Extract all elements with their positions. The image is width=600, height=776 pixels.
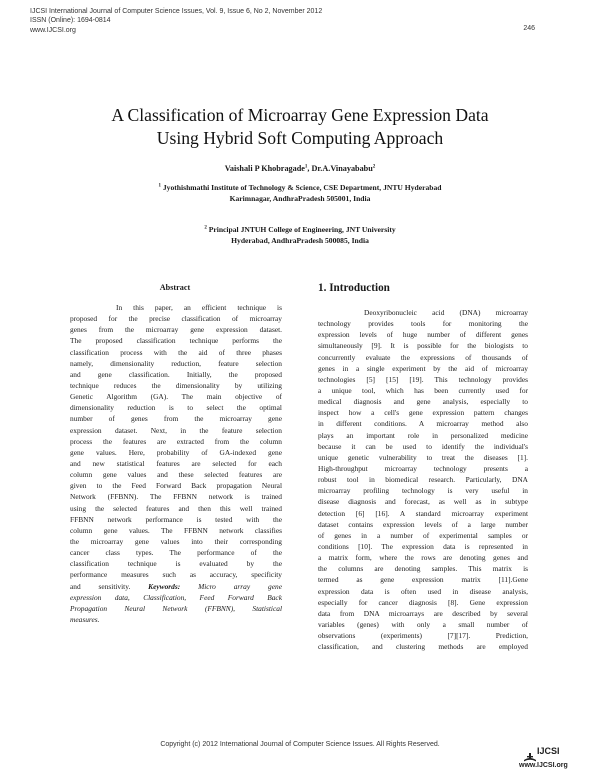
ijcsi-logo-text: IJCSI	[537, 746, 560, 756]
abstract-line: performance measures such as accuracy, specificity	[70, 570, 282, 580]
intro-line: a unique tool, which has been currently used for	[318, 385, 528, 395]
intro-line: of genes in a number of experimental samples or	[318, 530, 528, 540]
ijcsi-logo-url: www.IJCSI.org	[519, 762, 568, 769]
abstract-line: The proposed classification technique performs the	[70, 336, 282, 346]
introduction-heading: 1. Introduction	[318, 282, 390, 294]
affiliation-1-line1: Jyothishmathi Institute of Technology & Science, CSE Department, JNTU Hyderabad	[162, 183, 442, 192]
intro-line: conditions [10]. The expression data is represented in	[318, 541, 528, 551]
intro-line: technologies [5] [15] [19]. This technology provides	[318, 374, 528, 384]
intro-line: termed as gene expression matrix [11].Gene	[318, 575, 528, 585]
intro-line: disease diagnosis and forecast, as well as in subtype	[318, 497, 528, 507]
intro-line: a matrix form, where the rows are denoting genes and	[318, 553, 528, 563]
affiliation-1	[100, 183, 500, 204]
paper-title-line1: A Classification of Microarray Gene Expression Data	[111, 105, 489, 125]
abstract-line: the microarray gene values into their corresponding	[70, 536, 282, 546]
intro-line: robust tool in biomedical research. Particularly, DNA	[318, 475, 528, 485]
abstract-line: column gene values. The FFBNN network classifies	[70, 525, 282, 535]
journal-header-line1: IJCSI International Journal of Computer Science Issues, Vol. 9, Issue 6, No 2, November 2012	[30, 8, 323, 15]
intro-line: in different conditions. A microarray method also	[318, 419, 528, 429]
keywords-line: expression data, Classification, Feed Forward Back	[70, 592, 282, 602]
abstract-heading: Abstract	[159, 283, 191, 292]
intro-line: the columns are denoting samples. This matrix is	[318, 564, 528, 574]
paper-title-line2: Using Hybrid Soft Computing Approach	[156, 128, 444, 148]
copyright-footer: Copyright (c) 2012 International Journal of Computer Science Issues. All Rights Reserved.	[160, 741, 440, 748]
author-2-sup: 2	[372, 164, 376, 170]
keywords-line: Propagation Neural Network (FFBNN), Statistical	[70, 603, 282, 613]
affiliation-2-line2: Hyderabad, AndhraPradesh 500085, India	[231, 235, 369, 245]
intro-line: data from DNA microarrays are described by several	[318, 608, 528, 618]
intro-line: detection [6] [16]. A standard microarray experiment	[318, 508, 528, 518]
intro-line: High-throughput microarray technology presents a	[318, 463, 528, 473]
intro-line: technology provides tools for monitoring the	[318, 319, 528, 329]
author-separator: ,	[307, 164, 312, 173]
abstract-line: FFBNN network performance is tested with the	[70, 514, 282, 524]
keywords-text: Micro array gene	[198, 581, 282, 591]
affiliation-2	[100, 225, 500, 246]
keywords-line: measures.	[70, 614, 100, 624]
abstract-line: Network (FFBNN). The FFBNN network is trained	[70, 492, 282, 502]
intro-line: Deoxyribonucleic acid (DNA) microarray	[364, 308, 528, 317]
intro-line: because it can be used to identify the individual's	[318, 441, 528, 451]
affiliation-2-sup: 2	[204, 225, 207, 231]
intro-line: unique genetic vulnerability to treat the diseases [1].	[318, 452, 528, 462]
page-number: 246	[523, 25, 535, 32]
abstract-line: process the features are extracted from the column	[70, 436, 282, 446]
abstract-keywords-line	[70, 581, 282, 592]
journal-header	[30, 7, 322, 35]
paper-title	[40, 104, 560, 150]
intro-line: concurrently evaluate the expressions of thousands of	[318, 352, 528, 362]
abstract-line: and gene classification. Initially, the proposed	[70, 369, 282, 379]
intro-line: variables (genes) with only a small number of	[318, 619, 528, 629]
intro-line: medical diagnosis and gene analysis, especially to	[318, 397, 528, 407]
abstract-line: classification process with the aid of three phases	[70, 347, 282, 357]
intro-line: especially for cancer diagnosis [8]. Gene expression	[318, 597, 528, 607]
intro-line: genes in a single experiment by the aid of microarray	[318, 363, 528, 373]
abstract-line: number of genes from the microarray gene	[70, 414, 282, 424]
intro-line: microarray profiling technology is very useful in	[318, 486, 528, 496]
author-1-sup: 1	[304, 164, 308, 170]
author-1: Vaishali P Khobragade	[224, 164, 305, 173]
abstract-line: Genetic Algorithm (GA). The main objective of	[70, 392, 282, 402]
affiliation-1-sup: 1	[158, 183, 161, 189]
author-2: Dr.A.Vinayababu	[311, 164, 373, 173]
affiliation-2-line1: Principal JNTUH College of Engineering, JNT University	[208, 225, 396, 234]
intro-line: inspect how a cell's gene expression pattern changes	[318, 408, 528, 418]
abstract-line: classification technique is evaluated by the	[70, 559, 282, 569]
abstract-line: using the selected features and then this well trained	[70, 503, 282, 513]
abstract-line: genes from the microarray gene expression dataset.	[70, 325, 282, 335]
author-line	[40, 164, 560, 173]
abstract-line: In this paper, an efficient technique is	[116, 303, 282, 312]
intro-line: simultaneously [9]. It is possible for the biologists to	[318, 341, 528, 351]
intro-line: dataset contains expression levels of a large number	[318, 519, 528, 529]
journal-header-url: www.IJCSI.org	[30, 26, 76, 34]
intro-line: classification, and clustering methods are employed	[318, 642, 528, 652]
intro-line: plays an important role in personalized medicine	[318, 430, 528, 440]
abstract-body	[70, 302, 282, 625]
affiliation-1-line2: Karimnagar, AndhraPradesh 505001, India	[229, 193, 371, 203]
abstract-line-end: and sensitivity.	[70, 581, 131, 591]
abstract-line: cancer class types. The performance of the	[70, 548, 282, 558]
abstract-line: namely, dimensionality reduction, feature selection	[70, 358, 282, 368]
keywords-label: Keywords:	[148, 581, 181, 591]
abstract-line: dimensionality reduction is to select the optimal	[70, 403, 282, 413]
intro-line: observations (experiments) [7][17]. Prediction,	[318, 631, 528, 641]
intro-line: expression data is often used in disease analysis,	[318, 586, 528, 596]
abstract-line: technique reduces the dimensionality by utilizing	[70, 380, 282, 390]
abstract-line: given to the Feed Forward Back propagation Neural	[70, 481, 282, 491]
journal-header-issn: ISSN (Online): 1694-0814	[30, 17, 111, 25]
abstract-line: expression dataset. Next, in the feature selection	[70, 425, 282, 435]
abstract-line: column gene values and these selected features are	[70, 470, 282, 480]
intro-line: expression levels of huge number of different genes	[318, 330, 528, 340]
abstract-line: and new statistical features are selected for each	[70, 458, 282, 468]
abstract-line: gene values. Here, probability of GA-indexed gene	[70, 447, 282, 457]
abstract-line: proposed for the precise classification of microarray	[70, 314, 282, 324]
introduction-body	[318, 307, 528, 652]
